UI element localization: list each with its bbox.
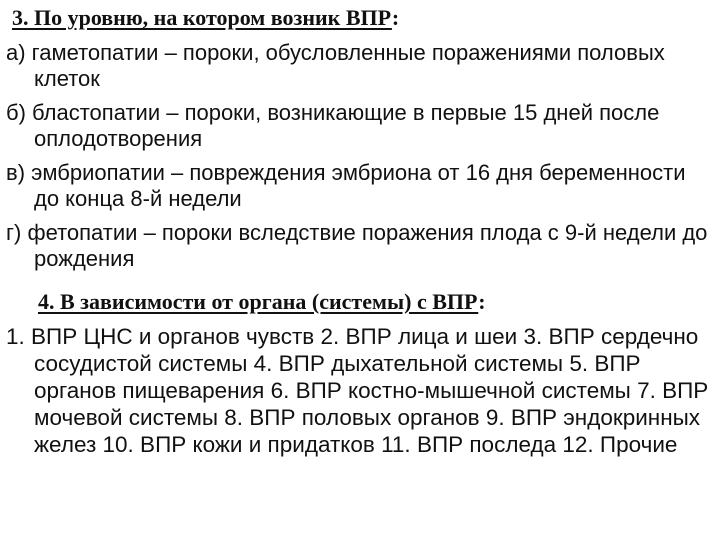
section-4-list: 1. ВПР ЦНС и органов чувств 2. ВПР лица и шеи 3. ВПР сердечно сосудистой системы 4. ВПР дыхательной системы 5. ВПР органов пищеварения 6. ВПР костно-мышечной системы 7. ВПР мочевой системы 8. ВПР половых органов 9. ВПР эндокринных желез 10. ВПР кожи и придатков 11. ВПР последа 12. Прочие — [6, 324, 709, 457]
section-3-colon: : — [391, 5, 400, 30]
section-3-item-b: б) бластопатии – пороки, возникающие в первые 15 дней после оплодотворения — [6, 100, 660, 151]
section-3-title: 3. По уровню, на котором возник ВПР — [12, 5, 392, 30]
section-3-item-g: г) фетопатии – пороки вследствие поражения плода с 9-й недели до рождения — [6, 220, 708, 271]
section-4-title: 4. В зависимости от органа (системы) с ВПР — [38, 289, 479, 314]
section-4-colon: : — [478, 289, 486, 314]
section-3-item-v: в) эмбриопатии – повреждения эмбриона от 16 дня беременности до конца 8-й недели — [6, 160, 686, 211]
section-4-heading — [38, 289, 486, 315]
section-3-item-a: а) гаметопатии – пороки, обусловленные поражениями половых клеток — [6, 40, 665, 91]
section-3-heading — [12, 5, 399, 31]
